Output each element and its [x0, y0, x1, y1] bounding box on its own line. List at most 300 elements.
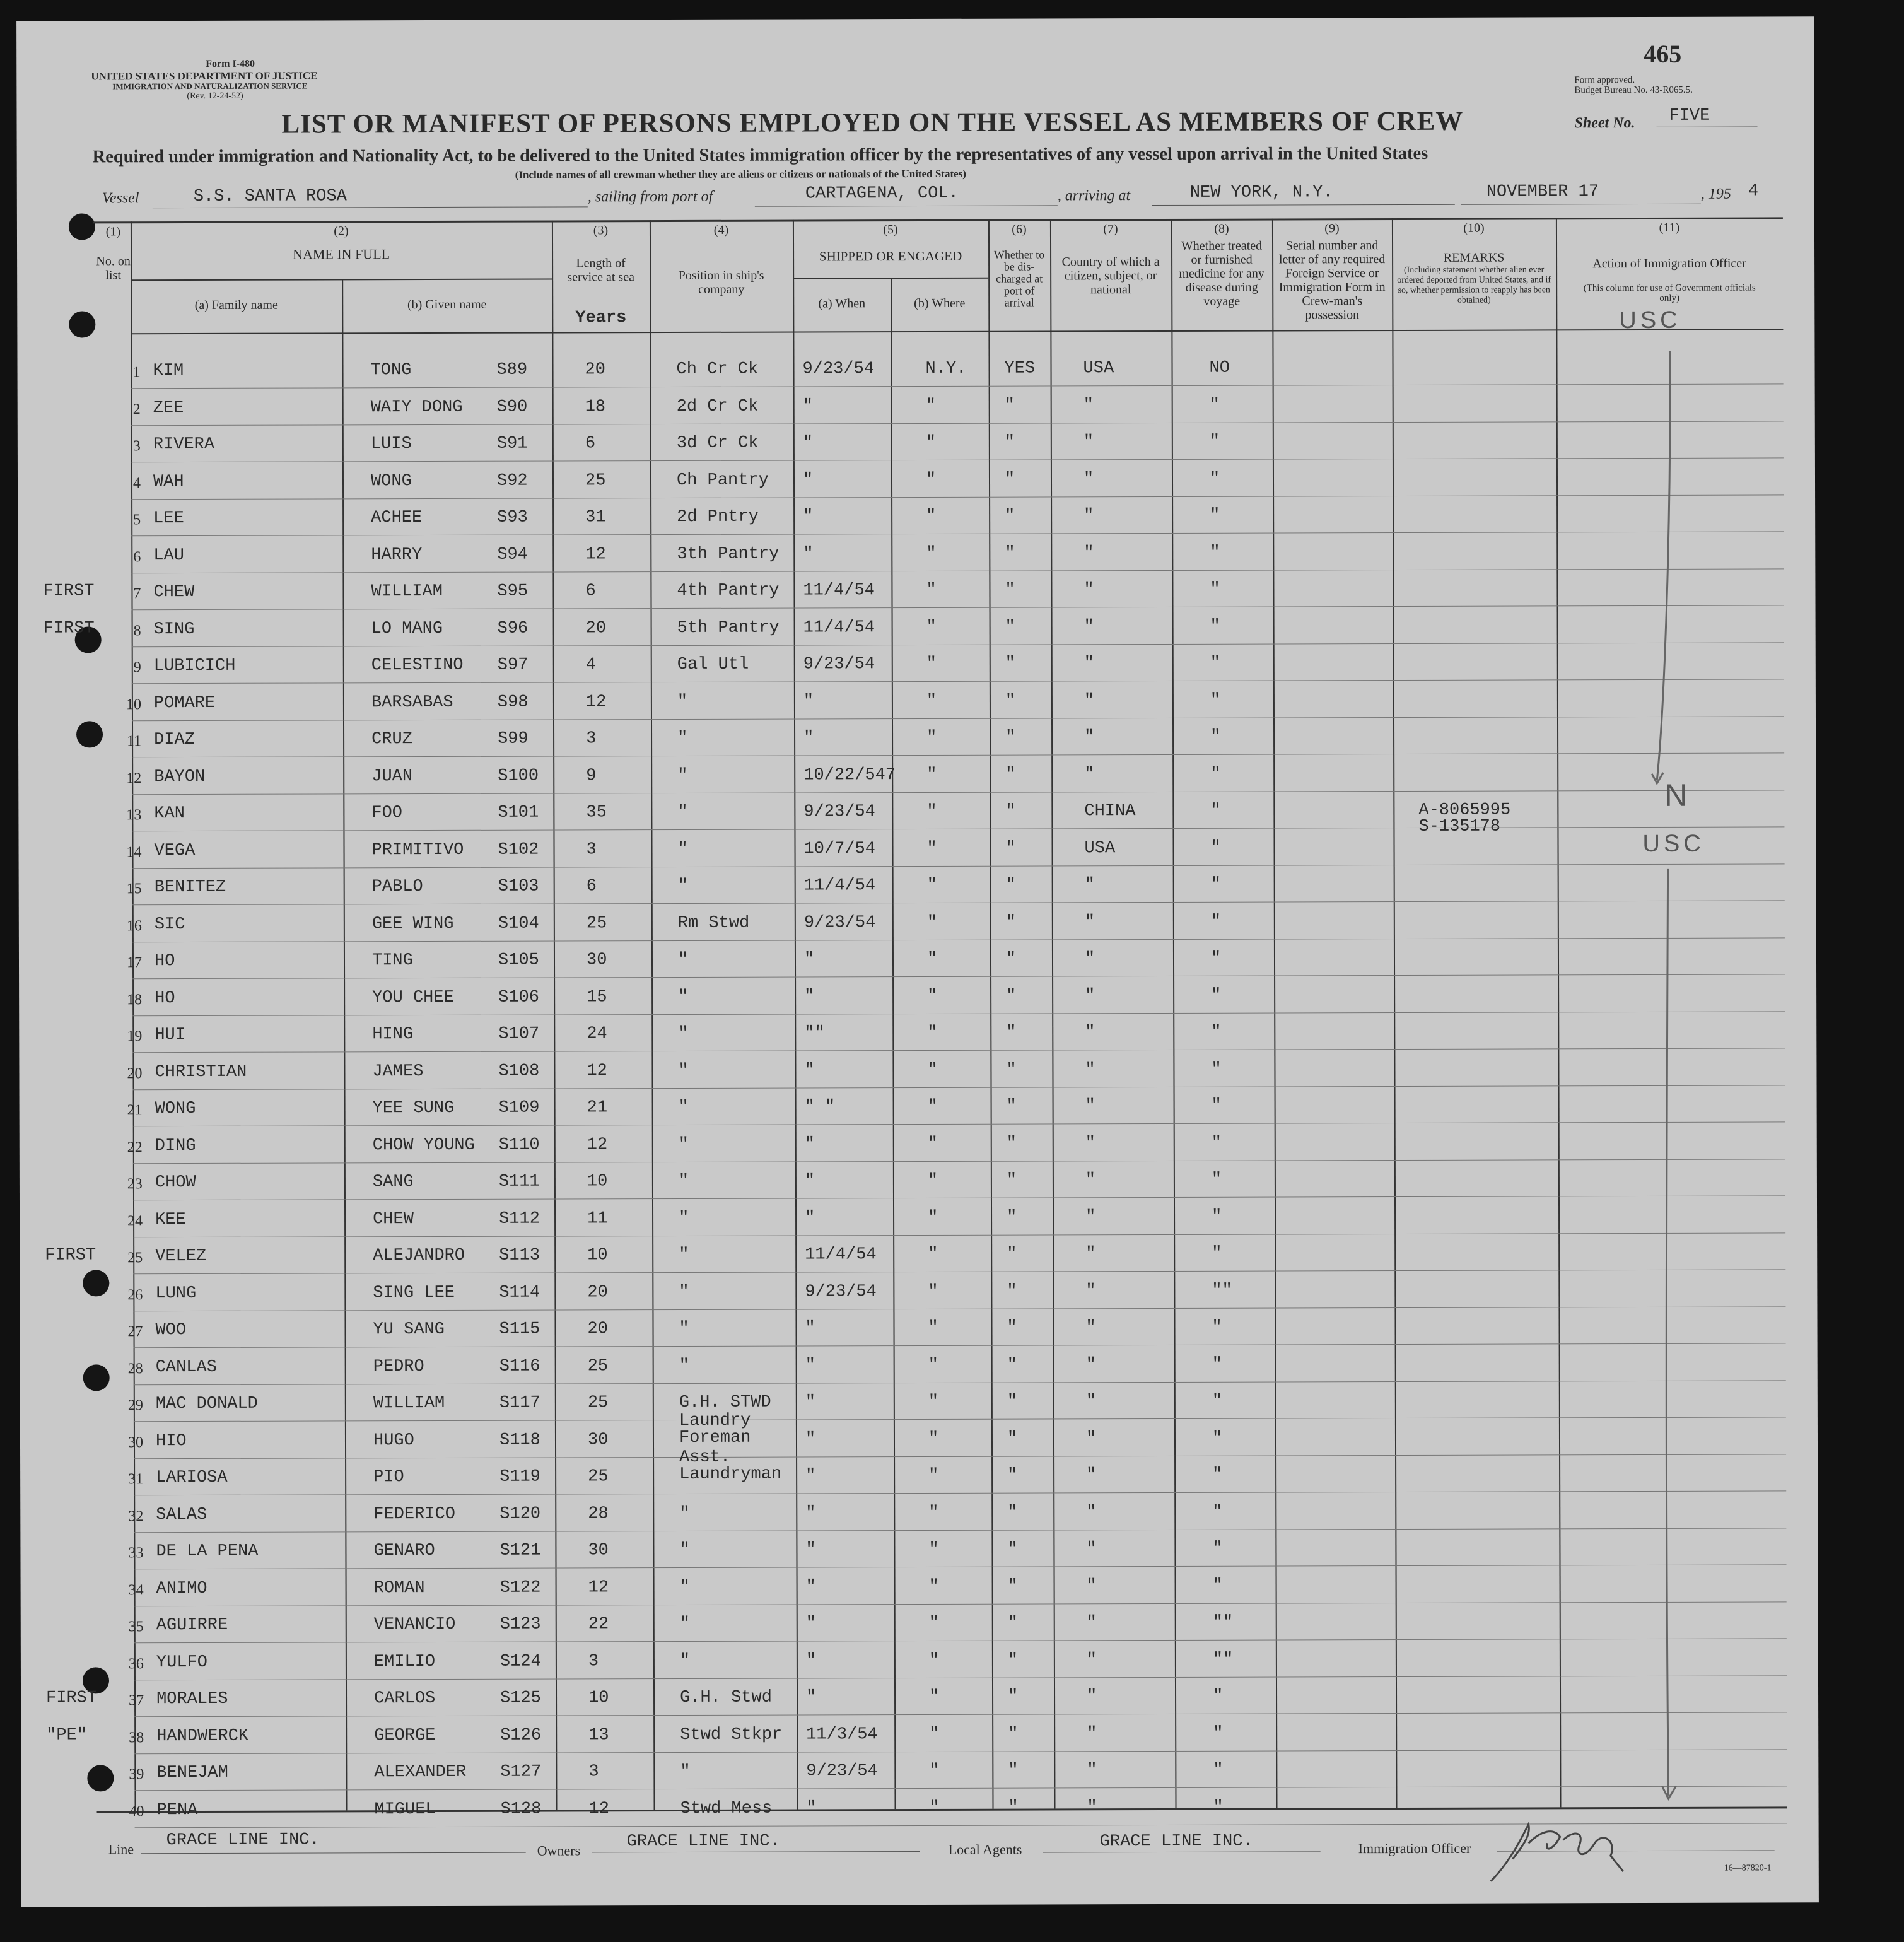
country: " — [1085, 1060, 1095, 1079]
row-divider — [134, 1638, 1787, 1643]
shipped-when: " — [805, 1466, 816, 1486]
row-number: 18 — [127, 991, 143, 1008]
vessel-name: S.S. SANTA ROSA — [193, 187, 347, 207]
given-name: VENANCIO — [373, 1615, 456, 1635]
position: " — [678, 1024, 689, 1043]
family-name: BENEJAM — [156, 1763, 228, 1783]
page-title: LIST OR MANIFEST OF PERSONS EMPLOYED ON THE VESSEL AS MEMBERS OF CREW — [281, 106, 1464, 139]
discharged: " — [1004, 396, 1015, 416]
row-divider — [132, 752, 1784, 757]
medicine: " — [1209, 469, 1220, 489]
country: " — [1083, 433, 1094, 452]
sheet-label: Sheet No. — [1574, 115, 1635, 132]
arriving-label: , arriving at — [1057, 187, 1131, 204]
punch-hole — [69, 213, 95, 240]
family-name: KAN — [154, 804, 185, 824]
crew-id: S103 — [498, 877, 539, 896]
shipped-when: " — [805, 1393, 816, 1412]
shipped-where: " — [928, 1613, 939, 1633]
crew-id: S120 — [499, 1504, 541, 1524]
years-service: 35 — [586, 803, 607, 822]
col9-number: (9) — [1324, 221, 1340, 236]
medicine: " — [1210, 653, 1221, 673]
medicine: " — [1212, 1355, 1222, 1374]
row-divider — [132, 900, 1785, 905]
shipped-where: " — [927, 1060, 938, 1080]
discharged: " — [1005, 654, 1016, 674]
position: " — [678, 1135, 689, 1154]
medicine: " — [1212, 1207, 1222, 1227]
family-name: PENA — [156, 1800, 198, 1820]
discharged: " — [1008, 1798, 1019, 1818]
medicine: " — [1210, 764, 1221, 784]
margin-note: FIRST — [43, 618, 95, 638]
position: " — [677, 802, 688, 822]
given-name: CELESTINO — [371, 655, 464, 676]
country: " — [1083, 543, 1094, 563]
col5b-header: (b) Where — [914, 296, 966, 311]
discharged: " — [1006, 986, 1017, 1006]
row-number: 23 — [127, 1176, 143, 1193]
medicine: " — [1210, 727, 1221, 747]
row-divider — [131, 531, 1784, 536]
family-name: WONG — [155, 1099, 196, 1119]
crew-id: S99 — [498, 729, 529, 749]
family-name: AGUIRRE — [156, 1615, 228, 1635]
position: " — [678, 1061, 689, 1080]
col4-number: (4) — [713, 223, 729, 237]
row-divider — [131, 383, 1784, 389]
discharged: " — [1008, 1761, 1019, 1781]
position: 4th Pantry — [677, 581, 780, 600]
shipped-when: " — [805, 1503, 816, 1523]
remarks: A-8065995 — [1418, 800, 1511, 820]
position: Rm Stwd — [677, 913, 750, 933]
col1-header: No. on list — [96, 254, 131, 283]
position: " — [679, 1504, 690, 1523]
country: " — [1087, 1724, 1097, 1743]
row-divider — [131, 568, 1784, 573]
given-name: JAMES — [372, 1062, 424, 1081]
medicine: " — [1212, 1318, 1222, 1337]
shipped-where: " — [928, 1392, 939, 1412]
years-service: 11 — [587, 1208, 608, 1228]
row-divider — [132, 716, 1784, 721]
country: " — [1085, 1133, 1095, 1153]
shipped-where: N.Y. — [925, 359, 967, 378]
discharged: " — [1007, 1355, 1017, 1375]
crew-id: S102 — [498, 840, 539, 860]
given-name: PEDRO — [373, 1357, 424, 1376]
medicine: " — [1212, 1502, 1223, 1522]
crew-id: S89 — [496, 360, 528, 380]
country: " — [1085, 1023, 1095, 1043]
n-annotation: N — [1664, 777, 1688, 813]
row-number: 1 — [132, 364, 141, 381]
sailing-label: , sailing from port of — [587, 188, 713, 206]
years-service: 12 — [585, 544, 606, 564]
country: " — [1084, 912, 1095, 932]
family-name: HANDWERCK — [156, 1726, 249, 1746]
crew-id: S117 — [499, 1393, 540, 1413]
country: " — [1083, 580, 1094, 600]
col11-note: (This column for use of Government officials only) — [1583, 283, 1756, 303]
family-name: LARIOSA — [156, 1468, 228, 1488]
family-name: KIM — [153, 361, 184, 381]
crew-id: S92 — [496, 471, 528, 491]
shipped-where: " — [925, 396, 936, 416]
row-number: 29 — [127, 1397, 143, 1414]
shipped-when: 9/23/54 — [806, 1762, 878, 1781]
col10-note: (Including statement whether alien ever ordered deported from United States, and if so, whether permission to reapply has been obtained) — [1397, 265, 1551, 305]
medicine: "" — [1212, 1613, 1234, 1632]
row-divider — [132, 937, 1785, 942]
crew-id: S109 — [498, 1098, 540, 1118]
country: " — [1085, 1392, 1097, 1412]
crew-id: S110 — [498, 1135, 540, 1155]
row-divider — [134, 1564, 1787, 1569]
manifest-sheet — [16, 16, 1819, 1907]
crew-id: S104 — [498, 914, 539, 933]
years-service: 6 — [585, 434, 596, 453]
budget-bureau: Budget Bureau No. 43-R065.5. — [1574, 85, 1693, 96]
shipped-where: " — [926, 654, 937, 674]
position: " — [679, 1245, 689, 1265]
position: " — [677, 876, 688, 896]
margin-note: FIRST — [46, 1688, 98, 1708]
shipped-when: " — [805, 1614, 816, 1634]
row-number: 9 — [133, 659, 141, 676]
family-name: ANIMO — [156, 1579, 207, 1598]
shipped-when: " — [804, 1060, 815, 1080]
discharged: " — [1007, 1540, 1018, 1559]
medicine: " — [1211, 1133, 1222, 1153]
years-service: 28 — [588, 1504, 609, 1523]
shipped-where: " — [929, 1724, 940, 1744]
given-name: PIO — [373, 1468, 404, 1487]
row-divider — [133, 1232, 1785, 1237]
family-name: HO — [154, 952, 175, 971]
country: " — [1083, 395, 1094, 415]
country: CHINA — [1084, 802, 1136, 821]
family-name: POMARE — [153, 693, 216, 713]
discharged: " — [1006, 1060, 1017, 1080]
arrival-date: NOVEMBER 17 — [1486, 182, 1599, 202]
family-name: DING — [155, 1136, 196, 1155]
discharged: " — [1006, 1171, 1017, 1190]
years-service: 10 — [588, 1688, 609, 1708]
shipped-where: " — [928, 1208, 938, 1227]
row-number: 7 — [133, 585, 141, 602]
row-divider — [133, 1085, 1785, 1090]
row-number: 40 — [129, 1803, 144, 1820]
years-service: 25 — [585, 471, 606, 490]
given-name: HING — [372, 1025, 414, 1044]
shipped-when: 9/23/54 — [802, 360, 875, 379]
row-number: 22 — [127, 1138, 143, 1155]
years-service: 25 — [587, 1356, 609, 1376]
country: USA — [1083, 359, 1114, 378]
shipped-where: " — [927, 1023, 938, 1043]
given-name: BARSABAS — [371, 693, 453, 712]
shipped-where: " — [928, 1318, 938, 1338]
form-code: 16—87820-1 — [1724, 1863, 1772, 1873]
years-service: 20 — [585, 360, 605, 380]
given-name: WONG — [370, 471, 412, 491]
medicine: " — [1211, 1022, 1222, 1042]
years-service: 12 — [585, 692, 607, 711]
col5-header: SHIPPED OR ENGAGED — [819, 248, 962, 264]
given-name: YOU CHEE — [372, 988, 454, 1007]
family-name: KEE — [155, 1210, 186, 1229]
shipped-where: " — [926, 691, 937, 711]
row-number: 17 — [126, 954, 143, 971]
country: " — [1085, 1207, 1096, 1227]
crew-id: S113 — [499, 1246, 540, 1265]
shipped-where: " — [925, 470, 937, 489]
medicine: NO — [1209, 358, 1230, 378]
crew-id: S123 — [499, 1615, 541, 1634]
given-name: HUGO — [373, 1430, 414, 1450]
shipped-when: " — [805, 1651, 817, 1670]
country: " — [1085, 1281, 1096, 1301]
medicine: " — [1211, 1096, 1222, 1116]
family-name: CHRISTIAN — [155, 1062, 247, 1082]
medicine: " — [1210, 617, 1220, 636]
crew-id: S108 — [498, 1062, 540, 1081]
shipped-when: 11/4/54 — [805, 1245, 877, 1265]
position: " — [679, 1577, 690, 1597]
row-number: 30 — [127, 1434, 144, 1451]
row-divider — [134, 1749, 1787, 1754]
crew-id: S96 — [497, 619, 529, 638]
medicine: " — [1210, 691, 1221, 710]
years-service: 25 — [586, 913, 607, 933]
col11-header: Action of Immigration Officer — [1592, 256, 1746, 271]
row-divider — [132, 679, 1784, 684]
years-service: 31 — [585, 508, 606, 527]
given-name: SING LEE — [373, 1283, 455, 1302]
years-service: 30 — [587, 1430, 609, 1449]
shipped-when: " — [804, 1171, 815, 1191]
position: 3d Cr Ck — [676, 433, 759, 453]
family-name: MORALES — [156, 1689, 228, 1709]
medicine: " — [1211, 1170, 1222, 1190]
footer-owners: GRACE LINE INC. — [626, 1832, 780, 1852]
family-name: DIAZ — [154, 730, 195, 750]
discharged: " — [1006, 1097, 1017, 1116]
discharged: " — [1004, 470, 1015, 489]
shipped-when: " — [805, 1577, 816, 1596]
position: " — [679, 1319, 689, 1338]
position: " — [678, 987, 689, 1007]
shipped-when: " — [806, 1798, 817, 1818]
row-divider — [132, 974, 1785, 979]
service: IMMIGRATION AND NATURALIZATION SERVICE — [112, 81, 308, 91]
row-number: 27 — [127, 1323, 143, 1340]
medicine: " — [1212, 1429, 1223, 1448]
position: " — [677, 950, 689, 969]
given-name: ALEXANDER — [374, 1762, 467, 1782]
discharged: " — [1005, 544, 1015, 563]
row-divider — [134, 1417, 1786, 1422]
crew-id: S111 — [498, 1172, 540, 1191]
years-service: 4 — [585, 655, 597, 675]
shipped-when: " — [805, 1319, 815, 1338]
country: " — [1086, 1613, 1097, 1633]
year-digit: 4 — [1748, 182, 1759, 201]
given-name: PABLO — [371, 877, 423, 897]
given-name: WILLIAM — [373, 1393, 445, 1413]
country: " — [1086, 1502, 1097, 1522]
country: " — [1083, 691, 1095, 710]
shipped-when: " — [803, 691, 814, 711]
years-service: 10 — [587, 1172, 608, 1191]
shipped-where: " — [928, 1540, 939, 1559]
given-name: ROMAN — [373, 1578, 425, 1598]
row-divider — [134, 1380, 1786, 1385]
discharged: " — [1005, 580, 1015, 600]
sailing-port: CARTAGENA, COL. — [805, 184, 959, 204]
col5a-header: (a) When — [818, 296, 866, 311]
discharged: " — [1007, 1613, 1018, 1633]
discharged: " — [1008, 1687, 1019, 1707]
position: " — [678, 1097, 689, 1117]
row-number: 8 — [133, 622, 141, 639]
crew-id: S91 — [496, 434, 528, 453]
row-number: 12 — [126, 769, 142, 787]
shipped-when: " — [806, 1688, 817, 1707]
row-number: 32 — [128, 1507, 144, 1524]
margin-note: "PE" — [46, 1725, 88, 1745]
crew-id: S114 — [499, 1283, 540, 1302]
years-service: 20 — [587, 1319, 608, 1339]
row-number: 31 — [128, 1471, 144, 1488]
footer-agents: GRACE LINE INC. — [1099, 1832, 1253, 1852]
medicine: " — [1213, 1724, 1224, 1743]
row-divider — [134, 1454, 1786, 1459]
country: " — [1084, 875, 1095, 895]
years-service: 12 — [587, 1061, 607, 1080]
row-divider — [131, 457, 1784, 462]
country: " — [1083, 617, 1094, 636]
family-name: LEE — [153, 509, 184, 529]
family-name: MAC DONALD — [155, 1394, 258, 1414]
shipped-when: " — [803, 507, 814, 527]
family-name: HIO — [155, 1431, 187, 1451]
position: Ch Cr Ck — [676, 360, 759, 379]
given-name: CARLOS — [374, 1689, 436, 1709]
shipped-when: " — [802, 470, 814, 489]
shipped-when: 9/23/54 — [805, 1282, 877, 1301]
remarks-line2: S-135178 — [1418, 817, 1501, 836]
shipped-when: " — [803, 728, 814, 748]
given-name: HARRY — [371, 545, 423, 564]
family-name: LAU — [153, 546, 184, 565]
family-name: SING — [153, 619, 195, 639]
discharged: " — [1007, 1392, 1018, 1412]
country: " — [1086, 1576, 1097, 1596]
shipped-where: " — [926, 839, 937, 858]
row-divider — [134, 1343, 1786, 1348]
shipped-when: 11/4/54 — [803, 617, 875, 637]
row-divider — [132, 1048, 1785, 1053]
form-subtitle: Required under immigration and Nationality Act, to be delivered to the United States immigration officer by the representatives of any vessel upon arrival in the United States — [92, 143, 1428, 167]
shipped-where: " — [928, 1244, 938, 1264]
country: " — [1085, 1318, 1096, 1338]
position: Laundry Foreman — [679, 1411, 751, 1448]
discharged: " — [1005, 839, 1016, 858]
years-service: 20 — [587, 1282, 608, 1302]
department: UNITED STATES DEPARTMENT OF JUSTICE — [91, 69, 318, 83]
usc-annotation-mid: USC — [1642, 830, 1705, 857]
shipped-where: " — [927, 1134, 938, 1154]
position: 2d Cr Ck — [676, 397, 759, 416]
crew-id: S93 — [497, 508, 528, 527]
row-number: 35 — [128, 1618, 144, 1635]
row-divider — [134, 1601, 1787, 1606]
given-name: LO MANG — [371, 619, 443, 638]
shipped-when: 9/23/54 — [803, 913, 876, 932]
row-number: 16 — [126, 917, 142, 934]
shipped-when: "" — [804, 1024, 825, 1043]
years-service: 3 — [586, 839, 597, 859]
crew-id: S127 — [500, 1762, 542, 1782]
years-service: 25 — [588, 1467, 609, 1487]
crew-id: S107 — [498, 1024, 540, 1044]
shipped-when: " — [804, 1134, 815, 1154]
family-name: WAH — [153, 472, 184, 491]
shipped-when: " — [802, 433, 814, 453]
given-name: WAIY DONG — [370, 397, 463, 417]
row-number: 6 — [133, 548, 141, 565]
margin-note: FIRST — [43, 582, 95, 601]
row-number: 19 — [127, 1028, 143, 1045]
crew-id: S118 — [499, 1430, 540, 1450]
col2-number: (2) — [334, 224, 349, 238]
given-name: FOO — [371, 804, 403, 823]
medicine: " — [1210, 875, 1221, 894]
position: " — [678, 1171, 689, 1191]
position: " — [677, 766, 688, 785]
footer-owners-label: Owners — [537, 1842, 581, 1859]
row-number: 37 — [129, 1692, 144, 1709]
medicine: " — [1210, 801, 1221, 821]
shipped-when: 9/23/54 — [803, 655, 875, 674]
shipped-when: " — [805, 1208, 815, 1227]
position: " — [679, 1540, 690, 1560]
country: " — [1084, 949, 1095, 969]
position: Gal Utl — [677, 655, 749, 674]
years-service: 20 — [585, 618, 607, 638]
shipped-where: " — [926, 728, 937, 747]
officer-signature — [1485, 1818, 1686, 1888]
family-name: RIVERA — [153, 435, 215, 455]
country: " — [1083, 469, 1094, 489]
row-number: 33 — [128, 1545, 144, 1562]
row-divider — [132, 642, 1784, 647]
shipped-where: " — [926, 617, 937, 637]
years-service: 10 — [587, 1246, 608, 1265]
shipped-when: " — [804, 986, 815, 1006]
discharged: " — [1007, 1651, 1019, 1670]
family-name: CHOW — [155, 1173, 196, 1193]
years-service: 12 — [587, 1135, 608, 1154]
position: " — [679, 1651, 691, 1671]
shipped-when: 11/3/54 — [806, 1724, 878, 1744]
country: USA — [1084, 838, 1116, 858]
row-number: 28 — [127, 1360, 143, 1377]
